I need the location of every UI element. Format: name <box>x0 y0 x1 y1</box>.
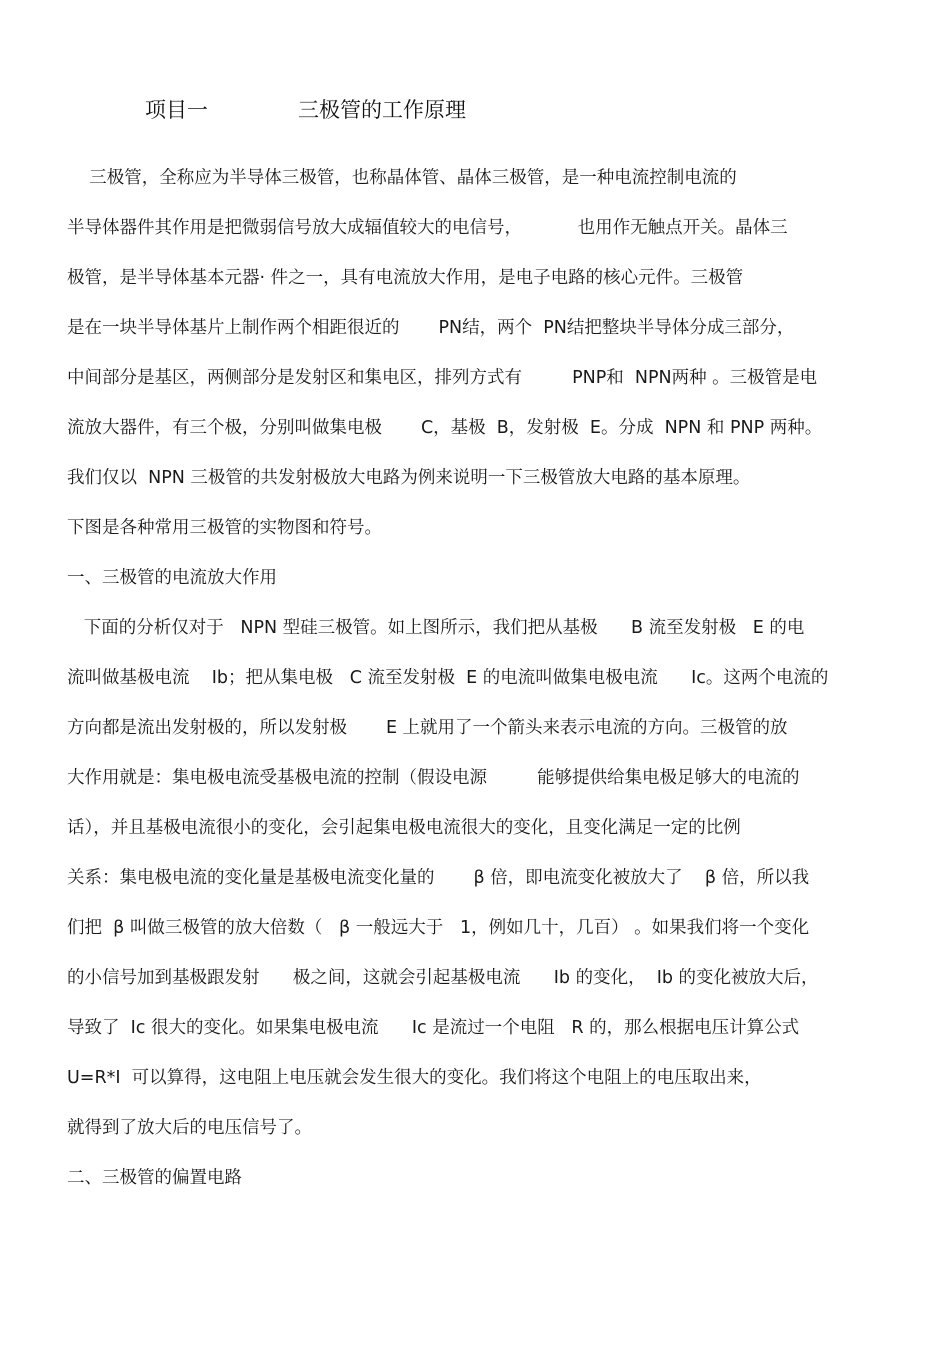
paragraph-line: 们把 β 叫做三极管的放大倍数（ β 一般远大于 1，例如几十，几百） 。如果我们将一个变化 <box>67 918 810 938</box>
section-heading: 二、三极管的偏置电路 <box>67 1168 242 1188</box>
paragraph-line: U=R*I 可以算得，这电阻上电压就会发生很大的变化。我们将这个电阻上的电压取出来， <box>67 1068 762 1088</box>
paragraph-line: 下面的分析仅对于 NPN 型硅三极管。如上图所示，我们把从基极 B 流至发射极 E 的电 <box>67 618 805 638</box>
paragraph-line: 流放大器件，有三个极，分别叫做集电极 C，基极 B，发射极 E。分成 NPN 和 PNP 两种。 <box>67 418 823 438</box>
paragraph-line: 就得到了放大后的电压信号了。 <box>67 1118 312 1138</box>
paragraph-line: 流叫做基极电流 Ib；把从集电极 C 流至发射极 E 的电流叫做集电极电流 Ic。这两个电流的 <box>67 668 829 688</box>
paragraph-line: 的小信号加到基极跟发射 极之间，这就会引起基极电流 Ib 的变化， Ib 的变化被放大后， <box>67 968 819 988</box>
paragraph-line: 半导体器件其作用是把微弱信号放大成辐值较大的电信号， 也用作无触点开关。晶体三 <box>67 218 788 238</box>
paragraph-line: 是在一块半导体基片上制作两个相距很近的 PN结，两个 PN结把整块半导体分成三部分， <box>67 318 795 338</box>
paragraph-line: 方向都是流出发射极的，所以发射极 E 上就用了一个箭头来表示电流的方向。三极管的放 <box>67 718 788 738</box>
section-number: 项目一 <box>145 98 208 122</box>
paragraph-line: 中间部分是基区，两侧部分是发射区和集电区，排列方式有 PNP和 NPN两种 。三极管是电 <box>67 368 818 388</box>
paragraph-line: 导致了 Ic 很大的变化。如果集电极电流 Ic 是流过一个电阻 R 的，那么根据电压计算公式 <box>67 1018 800 1038</box>
section-heading: 一、三极管的电流放大作用 <box>67 568 277 588</box>
paragraph-line: 三极管，全称应为半导体三极管，也称晶体管、晶体三极管，是一种电流控制电流的 <box>67 168 737 188</box>
page-title: 三极管的工作原理 <box>298 98 466 122</box>
paragraph-line: 下图是各种常用三极管的实物图和符号。 <box>67 518 382 538</box>
paragraph-line: 极管，是半导体基本元器· 件之一，具有电流放大作用，是电子电路的核心元件。三极管 <box>67 268 744 288</box>
paragraph-line: 话），并且基极电流很小的变化，会引起集电极电流很大的变化，且变化满足一定的比例 <box>67 818 741 838</box>
paragraph-line: 关系：集电极电流的变化量是基极电流变化量的 β 倍，即电流变化被放大了 β 倍，所以我 <box>67 868 810 888</box>
paragraph-line: 我们仅以 NPN 三极管的共发射极放大电路为例来说明一下三极管放大电路的基本原理。 <box>67 468 751 488</box>
paragraph-line: 大作用就是：集电极电流受基极电流的控制（假设电源 能够提供给集电极足够大的电流的 <box>67 768 800 788</box>
